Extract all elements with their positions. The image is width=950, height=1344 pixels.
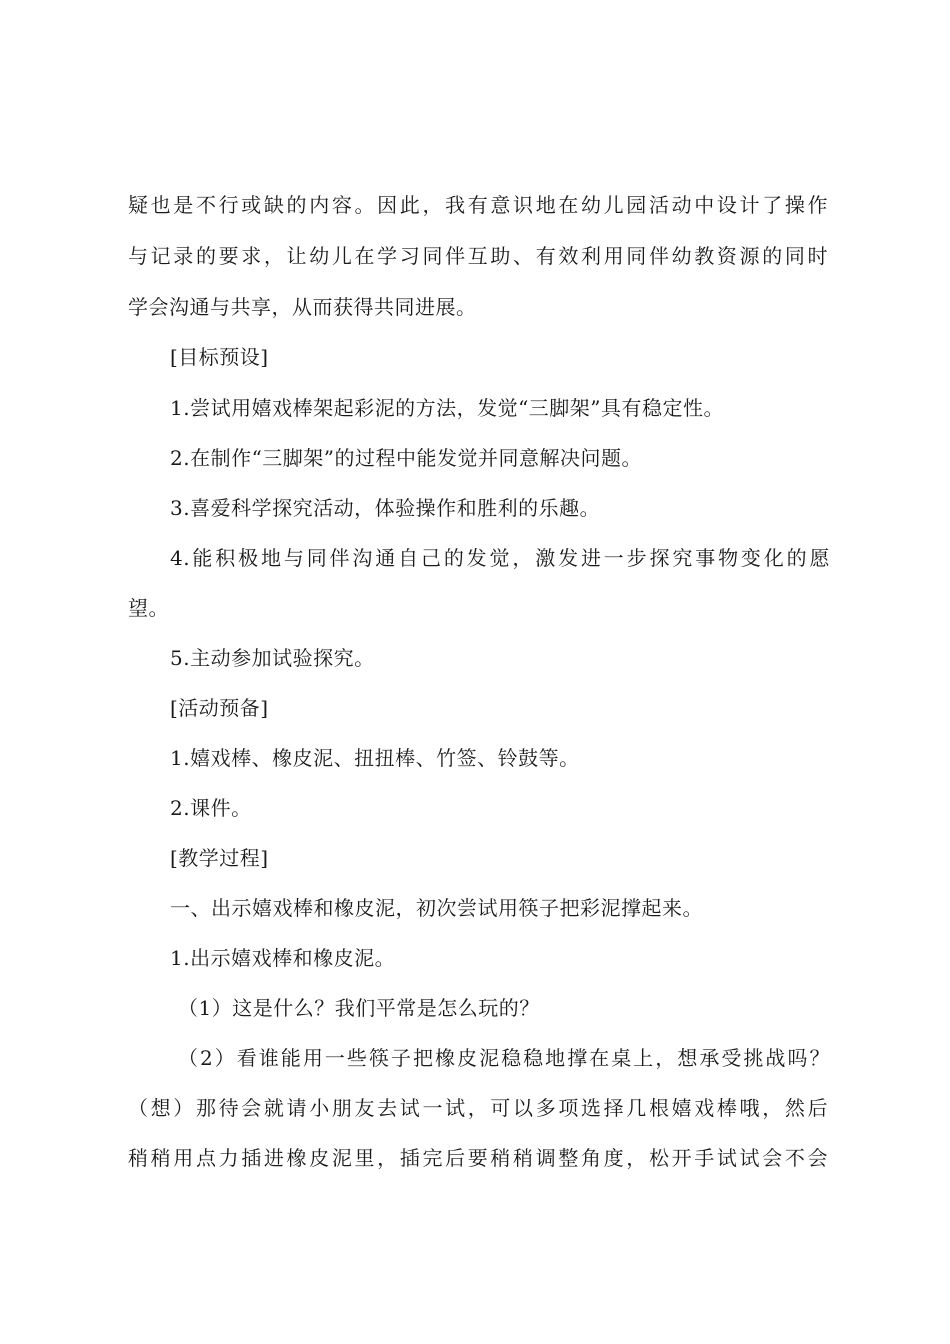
list-item: 1.出示嬉戏棒和橡皮泥。 (170, 946, 396, 970)
list-item: 4.能积极地与同伴沟通自己的发觉，激发进一步探究事物变化的愿 (170, 546, 830, 570)
list-item: 5.主动参加试验探究。 (170, 646, 375, 670)
section-heading: [教学过程] (170, 846, 269, 870)
list-item: 1.嬉戏棒、橡皮泥、扭扭棒、竹签、铃鼓等。 (170, 746, 580, 770)
paragraph-line: 疑也是不行或缺的内容。因此，我有意识地在幼儿园活动中设计了操作 (128, 193, 828, 217)
section-heading: [活动预备] (170, 696, 269, 720)
section-heading: [目标预设] (170, 345, 269, 369)
list-item: 1.尝试用嬉戏棒架起彩泥的方法，发觉“三脚架”具有稳定性。 (170, 396, 725, 420)
list-item: 2.在制作“三脚架”的过程中能发觉并同意解决问题。 (170, 446, 643, 470)
sub-item: （2）看谁能用一些筷子把橡皮泥稳稳地撑在桌上，想承受挑战吗？ (178, 1046, 830, 1070)
list-item-continuation: 望。 (128, 596, 169, 620)
paragraph-line: （想）那待会就请小朋友去试一试，可以多项选择几根嬉戏棒哦，然后 (128, 1096, 828, 1120)
paragraph-line: 学会沟通与共享，从而获得共同进展。 (128, 295, 477, 319)
paragraph-line: 与记录的要求，让幼儿在学习同伴互助、有效利用同伴幼教资源的同时 (128, 244, 828, 268)
step-heading: 一、出示嬉戏棒和橡皮泥，初次尝试用筷子把彩泥撑起来。 (170, 896, 703, 920)
paragraph-line: 稍稍用点力插进橡皮泥里，插完后要稍稍调整角度，松开手试试会不会 (128, 1146, 828, 1170)
sub-item: （1）这是什么？我们平常是怎么玩的？ (178, 996, 540, 1020)
list-item: 2.课件。 (170, 796, 252, 820)
list-item: 3.喜爱科学探究活动，体验操作和胜利的乐趣。 (170, 496, 601, 520)
